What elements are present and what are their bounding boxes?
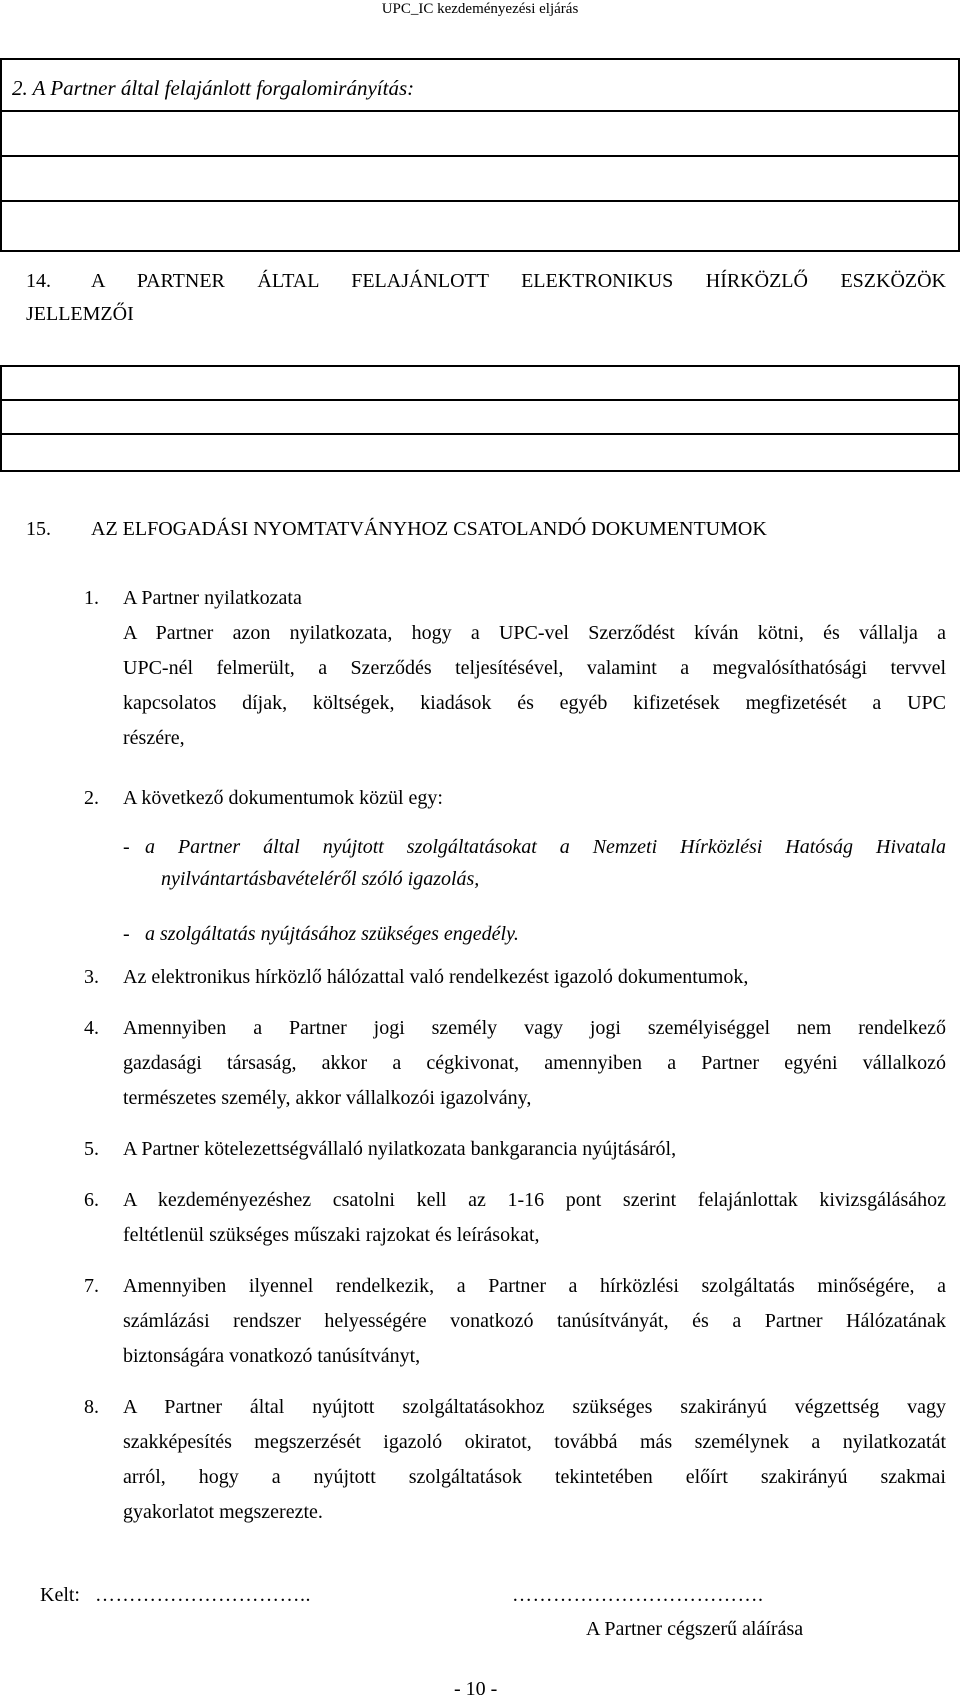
section-15-title: AZ ELFOGADÁSI NYOMTATVÁNYHOZ CSATOLANDÓ DOKUMENTUMOK (91, 518, 767, 540)
kelt-date-line: ………………………….. (95, 1584, 311, 1606)
item-7-line2: számlázási rendszer helyességére vonatkozó tanúsítványát, és a Partner Hálózatának (123, 1310, 946, 1332)
item-8-line3: arról, hogy a nyújtott szolgáltatások tekintetében előírt szakirányú szakmai (123, 1466, 946, 1488)
item-7-number: 7. (84, 1275, 99, 1297)
item-8-line1: A Partner által nyújtott szolgáltatásokhoz szükséges szakirányú végzettség vagy (123, 1396, 946, 1418)
signature-label: A Partner cégszerű aláírása (586, 1618, 804, 1640)
item-2-dash-b: - (123, 923, 130, 945)
item-8-line4: gyakorlatot megszerezte. (123, 1501, 323, 1523)
item-4-number: 4. (84, 1017, 99, 1039)
item-1-title: A Partner nyilatkozata (123, 587, 302, 609)
item-3-line1: Az elektronikus hírközlő hálózattal való rendelkezést igazoló dokumentumok, (123, 966, 749, 988)
item-4-line1: Amennyiben a Partner jogi személy vagy jogi személyiséggel nem rendelkező (123, 1017, 946, 1039)
item-2-option-b: a szolgáltatás nyújtásához szükséges engedély. (145, 923, 519, 945)
item-1-number: 1. (84, 587, 99, 609)
page-header: UPC_IC kezdeményezési eljárás (381, 1, 579, 17)
item-3-number: 3. (84, 966, 99, 988)
table-row (2, 401, 958, 435)
item-5-line1: A Partner kötelezettségvállaló nyilatkozata bankgarancia nyújtásáról, (123, 1138, 677, 1160)
device-characteristics-table (0, 365, 960, 472)
item-2-number: 2. (84, 787, 99, 809)
signature-line: ………………………………. (512, 1584, 764, 1606)
item-1-line1: A Partner azon nyilatkozata, hogy a UPC-vel Szerződést kíván kötni, és vállalja a (123, 622, 946, 644)
item-2-dash-a: - (123, 836, 130, 858)
table-row (2, 367, 958, 401)
item-2-option-a-line1: a Partner által nyújtott szolgáltatásokat a Nemzeti Hírközlési Hatóság Hivatala (145, 836, 946, 858)
item-1-line3: kapcsolatos díjak, költségek, kiadások és egyéb kifizetések megfizetését a UPC (123, 692, 946, 714)
table-title: 2. A Partner által felajánlott forgalomirányítás: (12, 76, 415, 100)
section-15-number: 15. (26, 518, 51, 540)
item-8-line2: szakképesítés megszerzését igazoló okiratot, továbbá más személynek a nyilatkozatát (123, 1431, 946, 1453)
table-row (2, 157, 958, 202)
item-4-line2: gazdasági társaság, akkor a cégkivonat, amennyiben a Partner egyéni vállalkozó (123, 1052, 946, 1074)
item-4-line3: természetes személy, akkor vállalkozói igazolvány, (123, 1087, 532, 1109)
section-14-title-line2: JELLEMZŐI (26, 303, 134, 325)
item-5-number: 5. (84, 1138, 99, 1160)
item-8-number: 8. (84, 1396, 99, 1418)
section-14-title-line1: A PARTNER ÁLTAL FELAJÁNLOTT ELEKTRONIKUS HÍRKÖZLŐ ESZKÖZÖK (91, 270, 946, 292)
table-title-row (2, 60, 958, 112)
table-row (2, 202, 958, 247)
item-1-line2: UPC-nél felmerült, a Szerződés teljesítésével, valamint a megvalósíthatósági tervvel (123, 657, 946, 679)
item-6-number: 6. (84, 1189, 99, 1211)
item-7-line3: biztonságára vonatkozó tanúsítványt, (123, 1345, 421, 1367)
item-6-line1: A kezdeményezéshez csatolni kell az 1-16 pont szerint felajánlottak kivizsgálásához (123, 1189, 946, 1211)
item-6-line2: feltétlenül szükséges műszaki rajzokat és leírásokat, (123, 1224, 540, 1246)
table-row (2, 435, 958, 469)
page-number: - 10 - (454, 1678, 498, 1700)
item-2-option-a-line2: nyilvántartásbavételéről szóló igazolás, (161, 868, 480, 890)
section-14-number: 14. (26, 270, 51, 292)
item-2-title: A következő dokumentumok közül egy: (123, 787, 443, 809)
table-row (2, 112, 958, 157)
item-1-line4: részére, (123, 727, 185, 749)
item-7-line1: Amennyiben ilyennel rendelkezik, a Partner a hírközlési szolgáltatás minőségére, a (123, 1275, 946, 1297)
traffic-routing-table (0, 58, 960, 252)
kelt-label: Kelt: (40, 1584, 80, 1606)
